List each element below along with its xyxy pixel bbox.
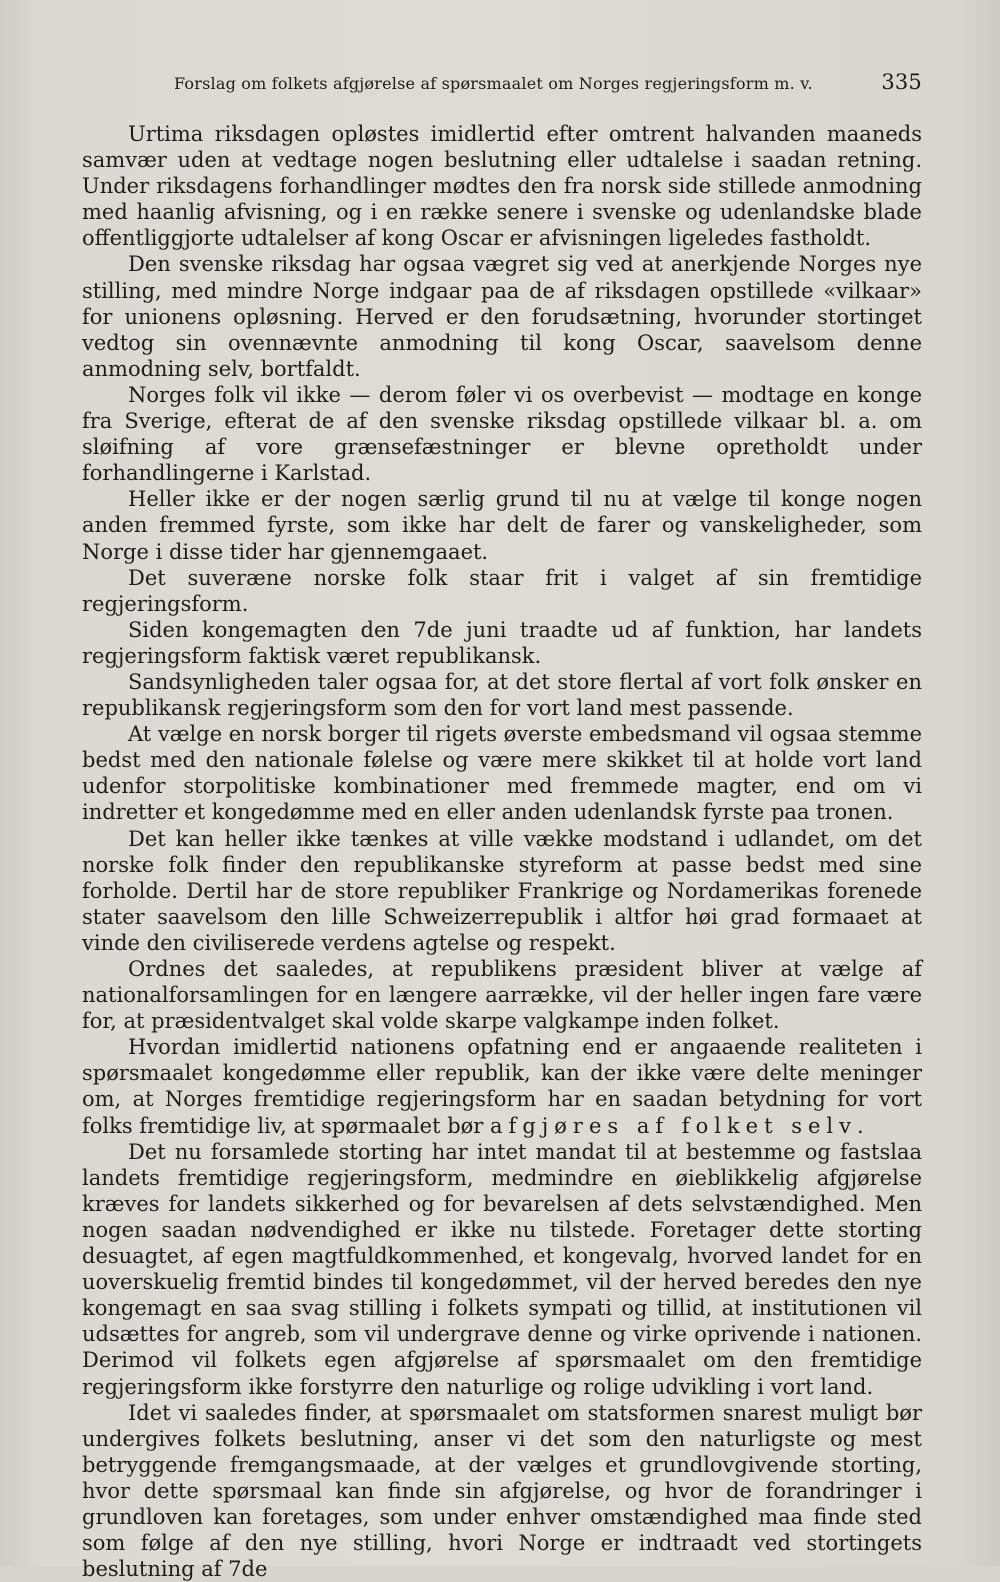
- paragraph: Det suveræne norske folk staar frit i valget af sin fremtidige regjeringsform.: [82, 565, 922, 616]
- paragraph: Sandsynligheden taler ogsaa for, at det store flertal af vort folk ønsker en republikansk regjeringsform som den for vort land mest passende.: [82, 669, 922, 721]
- paragraph: Siden kongemagten den 7de juni traadte ud af funktion, har landets regjeringsform faktisk været republikansk.: [82, 617, 922, 668]
- paragraph: [82, 1034, 922, 1138]
- emphasized-text: afgjøres af folket selv: [490, 1113, 857, 1138]
- page-number: 335: [881, 70, 922, 94]
- paragraph: Urtima riksdagen opløstes imidlertid efter omtrent halvanden maaneds samvær uden at vedtage nogen beslutning eller udtalelse i saadan retning. Under riksdagens forhandlinger mødtes den fra norsk side stillede anmodning med haanlig afvisning, og i en række senere i svenske og udenlandske blade offentliggjorte udtalelser af kong Oscar er afvisningen ligeledes fastholdt.: [82, 122, 922, 251]
- paragraph-text: .: [857, 1113, 864, 1138]
- body-text: [82, 121, 922, 1582]
- paragraph: Ordnes det saaledes, at republikens præsident bliver at vælge af nationalforsamlingen for en længere aarrække, vil der heller ingen fare være for, at præsidentvalget skal volde skarpe valgkampe inden folket.: [82, 957, 922, 1034]
- paragraph: Idet vi saaledes finder, at spørsmaalet om statsformen snarest muligt bør undergives folkets beslutning, anser vi det som den naturligste og mest betryggende fremgangsmaade, at der vælges et grundlovgivende storting, hvor dette spørsmaal kan finde sin afgjørelse, og hvor de forandringer i grundloven kan foretages, som under enhver omstændighed maa finde sted som følge af den nye stilling, hvori Norge er indtraadt ved stortingets beslutning af 7de: [82, 1400, 922, 1582]
- running-title: Forslag om folkets afgjørelse af spørsmaalet om Norges regjeringsform m. v.: [174, 74, 813, 93]
- running-header: [174, 70, 922, 100]
- paragraph: Heller ikke er der nogen særlig grund til nu at vælge til konge nogen anden fremmed fyrste, som ikke har delt de farer og vanskeligheder, som Norge i disse tider har gjennemgaaet.: [82, 487, 922, 564]
- paragraph: Det nu forsamlede storting har intet mandat til at bestemme og fastslaa landets fremtidige regjeringsform, medmindre en øieblikkelig afgjørelse kræves for landets sikkerhed og for bevarelsen af dets selvstændighed. Men nogen saadan nødvendighed er ikke nu tilstede. Foretager dette storting desuagtet, af egen magtfuldkommenhed, et kongevalg, hvorved landet for en uoverskuelig fremtid bindes til kongedømmet, vil der herved beredes den nye kongemagt en saa svag stilling i folkets sympati og tillid, at institutionen vil udsættes for angreb, som vil undergrave denne og virke oprivende i nationen. Derimod vil folkets egen afgjørelse af spørsmaalet om den fremtidige regjeringsform ikke forstyrre den naturlige og rolige udvikling i vort land.: [82, 1139, 922, 1399]
- paragraph: Norges folk vil ikke — derom føler vi os overbevist — modtage en konge fra Sverige, efterat de af den svenske riksdag opstillede vilkaar bl. a. om sløifning af vore grænsefæstninger er blevne opretholdt under forhandlingerne i Karlstad.: [82, 382, 922, 486]
- paragraph: At vælge en norsk borger til rigets øverste embedsmand vil ogsaa stemme bedst med den nationale følelse og være mere skikket til at holde vort land udenfor storpolitiske kombinationer med fremmede magter, end om vi indretter et kongedømme med en eller anden udenlandsk fyrste paa tronen.: [82, 722, 922, 825]
- paragraph-text: Hvordan imidlertid nationens opfatning end er angaaende realiteten i spørsmaalet kongedømme eller republik, kan der ikke være delte meninger om, at Norges fremtidige regjeringsform har en saadan betydning for vort folks fremtidige liv, at spørmaalet bør: [82, 1035, 922, 1138]
- paragraph: Den svenske riksdag har ogsaa vægret sig ved at anerkjende Norges nye stilling, med mindre Norge indgaar paa de af riksdagen opstillede «vilkaar» for unionens opløsning. Herved er den forudsætning, hvorunder stortinget vedtog sin ovennævnte anmodning til kong Oscar, saavelsom denne anmodning selv, bortfaldt.: [82, 252, 922, 381]
- paragraph: Det kan heller ikke tænkes at ville vække modstand i udlandet, om det norske folk finder den republikanske styreform at passe bedst med sine forholde. Dertil har de store republiker Frankrige og Nordamerikas forenede stater saavelsom den lille Schweizerrepublik i altfor høi grad formaaet at vinde den civiliserede verdens agtelse og respekt.: [82, 826, 922, 955]
